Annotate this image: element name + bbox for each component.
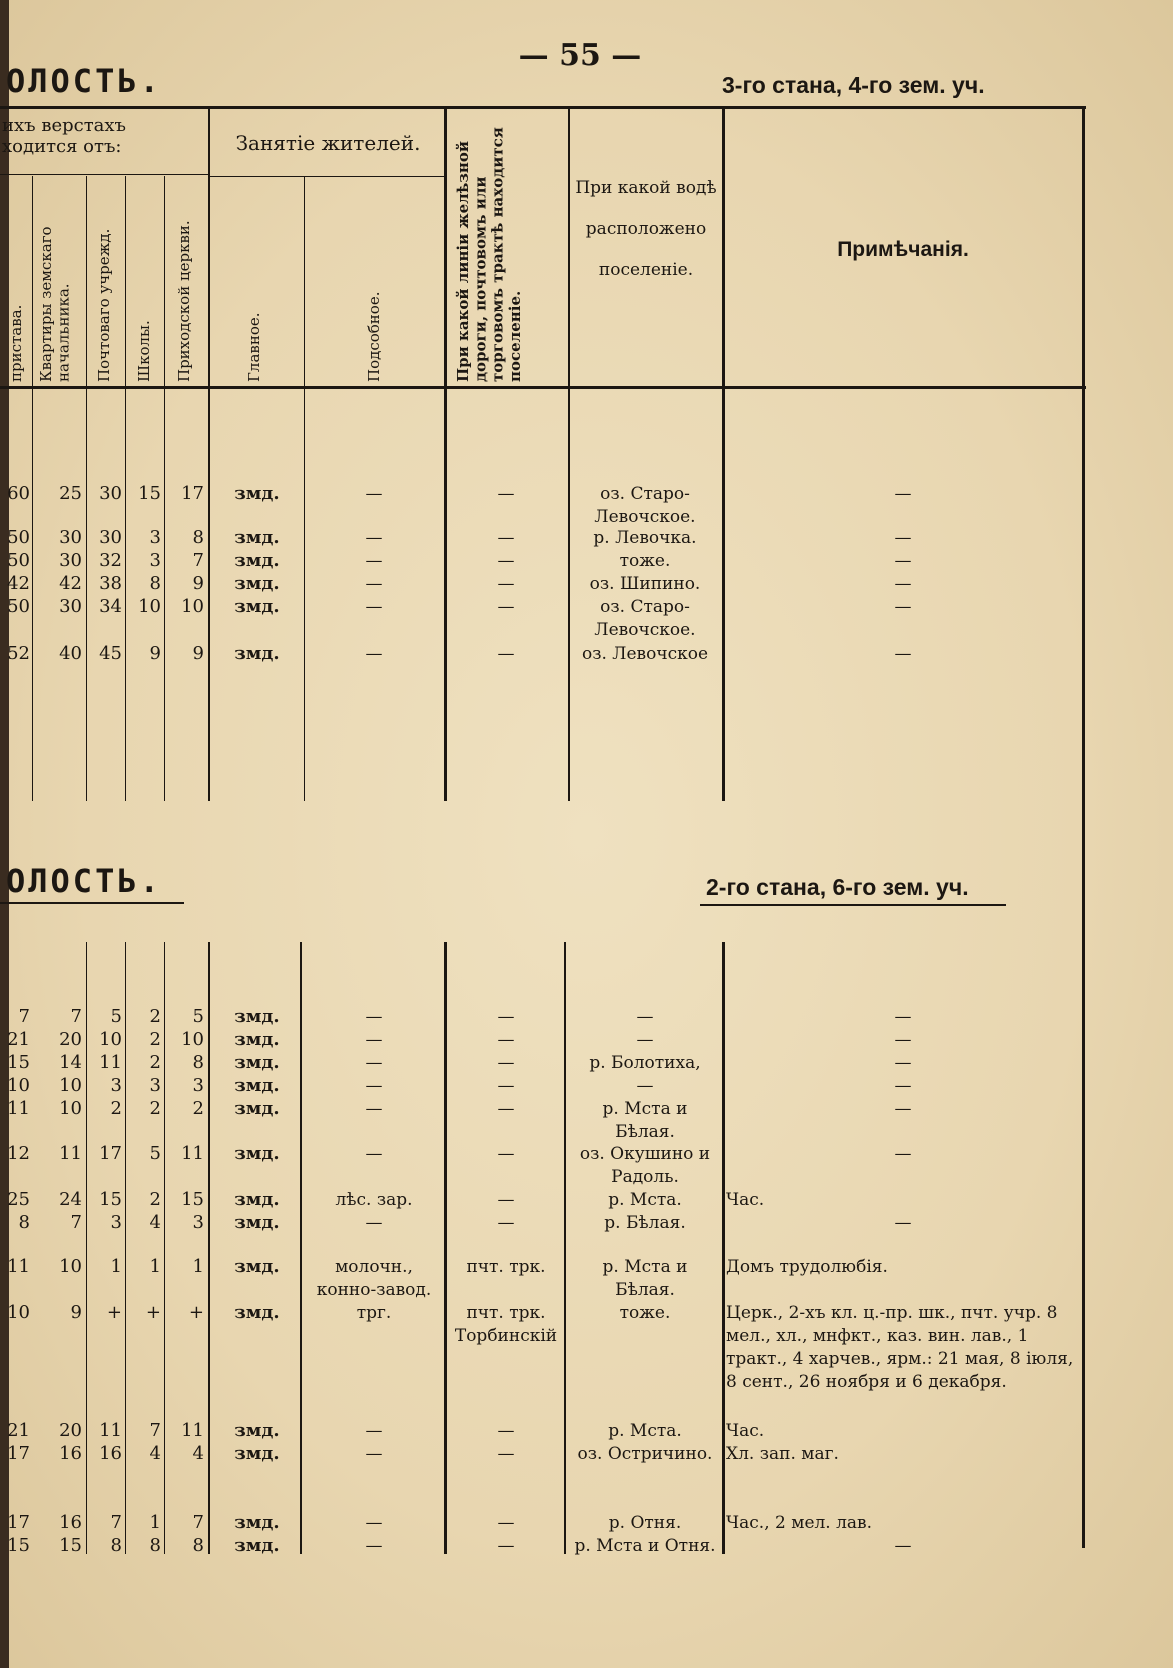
cell-note: —: [894, 528, 912, 548]
col-line: [444, 108, 447, 801]
cell-d0: 60: [7, 483, 30, 504]
cell-road: —: [497, 551, 515, 571]
cell-d4: 8: [192, 1535, 204, 1556]
col-header-main: Главное.: [245, 312, 263, 382]
cell-main: змд.: [234, 1212, 280, 1233]
cell-road: —: [497, 1213, 515, 1233]
cell-note: —: [894, 574, 912, 594]
cell-d2: 34: [99, 596, 122, 617]
cell-note: Час.: [726, 1421, 765, 1441]
occupation-group-header: Занятіе жителей.: [235, 131, 421, 155]
col-line: [164, 176, 165, 801]
cell-d1: 7: [70, 1212, 82, 1233]
cell-d0: 25: [7, 1189, 30, 1210]
col-line: [86, 176, 87, 801]
cell-aux: —: [365, 1076, 383, 1096]
cell-note: Час.: [726, 1190, 765, 1210]
cell-d4: 5: [192, 1006, 204, 1027]
cell-road: —: [497, 1099, 515, 1119]
cell-water: р. Мста и Бѣлая.: [602, 1257, 688, 1300]
cell-d4: 17: [181, 483, 204, 504]
section2-title-rule: [0, 902, 184, 904]
cell-aux: —: [365, 1213, 383, 1233]
cell-d0: 15: [7, 1535, 30, 1556]
cell-main: змд.: [234, 1006, 280, 1027]
cell-note: —: [894, 1213, 912, 1233]
cell-d2: 2: [110, 1098, 122, 1119]
cell-d2: 17: [99, 1143, 122, 1164]
cell-main: змд.: [234, 1029, 280, 1050]
distance-group-rule: [0, 174, 208, 175]
cell-d1: 10: [59, 1075, 82, 1096]
cell-note: —: [894, 1030, 912, 1050]
cell-d2: 5: [110, 1006, 122, 1027]
cell-d1: 15: [59, 1535, 82, 1556]
col-header-water: При какой водѣ расположено поселеніе.: [575, 178, 717, 280]
cell-aux: —: [365, 528, 383, 548]
col-header-notes: Примѣчанія.: [837, 238, 969, 261]
cell-d4: 8: [192, 527, 204, 548]
cell-main: змд.: [234, 573, 280, 594]
cell-main: змд.: [234, 1098, 280, 1119]
col-line: [86, 942, 87, 1554]
cell-main: змд.: [234, 596, 280, 617]
cell-d2: 11: [99, 1052, 122, 1073]
cell-main: змд.: [234, 1302, 280, 1323]
cell-d4: 11: [181, 1420, 204, 1441]
cell-note: —: [894, 1076, 912, 1096]
section1-district: 3-го стана, 4-го зем. уч.: [722, 72, 985, 98]
cell-note: Домъ трудолюбія.: [726, 1257, 888, 1277]
col-line: [444, 942, 447, 1554]
cell-aux: —: [365, 597, 383, 617]
table1-header-rule: [0, 386, 1086, 389]
cell-aux: —: [365, 484, 383, 504]
cell-d0: 42: [7, 573, 30, 594]
cell-note: —: [894, 484, 912, 504]
section2-district-rule: [700, 904, 1006, 906]
cell-d2: 8: [110, 1535, 122, 1556]
cell-d3: 8: [149, 573, 161, 594]
cell-water: оз. Старо-Левочское.: [594, 484, 696, 527]
cell-d4: 10: [181, 1029, 204, 1050]
cell-d3: 7: [149, 1420, 161, 1441]
cell-note: —: [894, 1144, 912, 1164]
cell-d3: 8: [149, 1535, 161, 1556]
cell-water: р. Левочка.: [593, 528, 697, 548]
cell-road: —: [497, 1144, 515, 1164]
col-line: [125, 942, 126, 1554]
cell-road: —: [497, 1030, 515, 1050]
cell-water: тоже.: [619, 551, 671, 571]
cell-d2: 45: [99, 643, 122, 664]
cell-main: змд.: [234, 1443, 280, 1464]
cell-water: р. Мста.: [608, 1421, 682, 1441]
cell-d3: 2: [149, 1052, 161, 1073]
cell-note: —: [894, 1099, 912, 1119]
cell-d0: 11: [7, 1098, 30, 1119]
cell-main: змд.: [234, 1052, 280, 1073]
col-line: [722, 108, 725, 801]
cell-d0: 50: [7, 527, 30, 548]
cell-main: змд.: [234, 1075, 280, 1096]
cell-aux: —: [365, 1513, 383, 1533]
cell-d4: 9: [192, 643, 204, 664]
cell-d1: 42: [59, 573, 82, 594]
cell-note: Церк., 2-хъ кл. ц.-пр. шк., пчт. учр. 8 мел., хл., мнфкт., каз. вин. лав., 1 тракт., 4 харчев., ярм.: 21 мая, 8 іюля, 8 сент., 26 ноября и 6 декабря.: [726, 1303, 1074, 1392]
col-line: [564, 942, 566, 1554]
col-header-road: При какой линіи желѣзной дороги, почтовомъ или торговомъ трактѣ находится поселеніе.: [454, 127, 524, 382]
cell-d4: 15: [181, 1189, 204, 1210]
cell-road: —: [497, 644, 515, 664]
cell-d2: +: [106, 1302, 122, 1323]
cell-aux: —: [365, 1421, 383, 1441]
cell-d2: 11: [99, 1420, 122, 1441]
col-line: [125, 176, 126, 801]
cell-road: пчт. трк. Торбинскій: [454, 1303, 558, 1346]
cell-d1: 14: [59, 1052, 82, 1073]
table1-top-rule: [0, 106, 1086, 109]
cell-d4: 3: [192, 1212, 204, 1233]
cell-d2: 1: [110, 1256, 122, 1277]
cell-note: —: [894, 1053, 912, 1073]
cell-road: —: [497, 1536, 515, 1556]
cell-d1: 9: [70, 1302, 82, 1323]
cell-d3: 2: [149, 1189, 161, 1210]
cell-main: змд.: [234, 1189, 280, 1210]
cell-d1: 10: [59, 1098, 82, 1119]
cell-aux: —: [365, 1053, 383, 1073]
cell-d3: 3: [149, 527, 161, 548]
cell-aux: лѣс. зар.: [335, 1190, 413, 1210]
cell-aux: —: [365, 1444, 383, 1464]
cell-d4: 4: [192, 1443, 204, 1464]
cell-d1: 20: [59, 1420, 82, 1441]
cell-d3: 1: [149, 1256, 161, 1277]
cell-d0: 8: [18, 1212, 30, 1233]
distance-group-header: ихъ верстахъ ходится отъ:: [2, 115, 127, 157]
cell-water: оз. Остричино.: [577, 1444, 713, 1464]
col-line: [164, 942, 165, 1554]
cell-d3: 4: [149, 1443, 161, 1464]
cell-d1: 20: [59, 1029, 82, 1050]
cell-d4: 2: [192, 1098, 204, 1119]
cell-d0: 21: [7, 1420, 30, 1441]
cell-d4: 7: [192, 1512, 204, 1533]
cell-d1: 16: [59, 1512, 82, 1533]
cell-d3: 2: [149, 1098, 161, 1119]
cell-road: —: [497, 1076, 515, 1096]
cell-d3: +: [145, 1302, 161, 1323]
cell-main: змд.: [234, 483, 280, 504]
cell-d0: 52: [7, 643, 30, 664]
col-line: [208, 942, 210, 1554]
cell-water: р. Мста и Бѣлая.: [602, 1099, 688, 1142]
col-header-post: Почтоваго учрежд.: [95, 228, 113, 382]
cell-water: —: [636, 1030, 654, 1050]
cell-d0: 11: [7, 1256, 30, 1277]
cell-d2: 15: [99, 1189, 122, 1210]
cell-note: —: [894, 644, 912, 664]
col-header-school: Школы.: [135, 320, 153, 382]
cell-d2: 30: [99, 483, 122, 504]
cell-d3: 4: [149, 1212, 161, 1233]
cell-d3: 2: [149, 1006, 161, 1027]
cell-d0: 17: [7, 1443, 30, 1464]
cell-d1: 25: [59, 483, 82, 504]
cell-d3: 3: [149, 1075, 161, 1096]
col-header-church: Приходской церкви.: [175, 220, 193, 382]
cell-d2: 32: [99, 550, 122, 571]
cell-main: змд.: [234, 1143, 280, 1164]
cell-water: оз. Левочское: [581, 644, 709, 664]
cell-d2: 3: [110, 1212, 122, 1233]
col-header-aux: Подсобное.: [365, 291, 383, 382]
cell-road: —: [497, 1053, 515, 1073]
cell-d0: 15: [7, 1052, 30, 1073]
cell-note: —: [894, 597, 912, 617]
cell-main: змд.: [234, 527, 280, 548]
cell-d2: 38: [99, 573, 122, 594]
cell-water: оз. Окушино и Радоль.: [579, 1144, 711, 1187]
cell-note: Час., 2 мел. лав.: [726, 1513, 873, 1533]
cell-road: —: [497, 1513, 515, 1533]
cell-d0: 12: [7, 1143, 30, 1164]
cell-water: —: [636, 1007, 654, 1027]
cell-d0: 10: [7, 1302, 30, 1323]
cell-d1: 24: [59, 1189, 82, 1210]
cell-aux: —: [365, 574, 383, 594]
cell-d4: +: [188, 1302, 204, 1323]
cell-d0: 17: [7, 1512, 30, 1533]
cell-note: Хл. зап. маг.: [726, 1444, 839, 1464]
cell-road: —: [497, 1444, 515, 1464]
occupation-group-rule: [210, 176, 444, 177]
section1-title: ОЛОСТЬ.: [6, 62, 162, 100]
cell-main: змд.: [234, 550, 280, 571]
cell-d1: 10: [59, 1256, 82, 1277]
cell-main: змд.: [234, 1420, 280, 1441]
cell-road: —: [497, 597, 515, 617]
cell-road: пчт. трк.: [466, 1257, 546, 1277]
cell-aux: —: [365, 1144, 383, 1164]
cell-water: р. Бѣлая.: [604, 1213, 686, 1233]
cell-aux: трг.: [356, 1303, 392, 1323]
cell-aux: —: [365, 1030, 383, 1050]
cell-water: оз. Старо-Левочское.: [594, 597, 696, 640]
cell-aux: молочн., конно-завод.: [316, 1257, 432, 1300]
cell-d1: 30: [59, 527, 82, 548]
cell-d4: 11: [181, 1143, 204, 1164]
cell-note: —: [894, 551, 912, 571]
cell-d1: 7: [70, 1006, 82, 1027]
cell-water: р. Отня.: [608, 1513, 682, 1533]
cell-d2: 10: [99, 1029, 122, 1050]
cell-aux: —: [365, 551, 383, 571]
cell-d3: 9: [149, 643, 161, 664]
cell-main: змд.: [234, 1512, 280, 1533]
cell-d1: 30: [59, 550, 82, 571]
cell-d3: 2: [149, 1029, 161, 1050]
col-line: [568, 108, 570, 801]
cell-aux: —: [365, 1007, 383, 1027]
cell-aux: —: [365, 1099, 383, 1119]
cell-d1: 16: [59, 1443, 82, 1464]
cell-d2: 30: [99, 527, 122, 548]
cell-road: —: [497, 1007, 515, 1027]
cell-d1: 30: [59, 596, 82, 617]
cell-d3: 3: [149, 550, 161, 571]
cell-water: тоже.: [619, 1303, 671, 1323]
col-line: [722, 942, 725, 1554]
col-line: [32, 176, 33, 801]
cell-main: змд.: [234, 1256, 280, 1277]
cell-road: —: [497, 1421, 515, 1441]
cell-water: оз. Шипино.: [589, 574, 701, 594]
cell-road: —: [497, 574, 515, 594]
cell-road: —: [497, 484, 515, 504]
cell-water: р. Мста.: [608, 1190, 682, 1210]
cell-main: змд.: [234, 1535, 280, 1556]
cell-d3: 1: [149, 1512, 161, 1533]
section2-district: 2-го стана, 6-го зем. уч.: [706, 874, 969, 900]
section2-title: ОЛОСТЬ.: [6, 862, 162, 900]
cell-note: —: [894, 1007, 912, 1027]
cell-d3: 10: [138, 596, 161, 617]
cell-aux: —: [365, 1536, 383, 1556]
cell-d1: 40: [59, 643, 82, 664]
cell-d0: 50: [7, 596, 30, 617]
cell-d2: 7: [110, 1512, 122, 1533]
cell-d4: 9: [192, 573, 204, 594]
cell-note: —: [894, 1536, 912, 1556]
cell-water: р. Мста и Отня.: [574, 1536, 716, 1556]
cell-d0: 50: [7, 550, 30, 571]
right-border: [1082, 108, 1085, 1548]
cell-main: змд.: [234, 643, 280, 664]
book-binding: [0, 0, 9, 1668]
col-header-bailiff: пристава.: [7, 304, 25, 382]
cell-d2: 16: [99, 1443, 122, 1464]
cell-d4: 8: [192, 1052, 204, 1073]
cell-d3: 5: [149, 1143, 161, 1164]
col-line: [208, 108, 210, 801]
cell-aux: —: [365, 644, 383, 664]
cell-d1: 11: [59, 1143, 82, 1164]
cell-d4: 7: [192, 550, 204, 571]
cell-d0: 10: [7, 1075, 30, 1096]
cell-road: —: [497, 1190, 515, 1210]
cell-d2: 3: [110, 1075, 122, 1096]
page-number: — 55 —: [518, 38, 642, 73]
cell-water: р. Болотиха,: [589, 1053, 701, 1073]
cell-d4: 3: [192, 1075, 204, 1096]
cell-d3: 15: [138, 483, 161, 504]
cell-d0: 21: [7, 1029, 30, 1050]
cell-d4: 10: [181, 596, 204, 617]
cell-water: —: [636, 1076, 654, 1096]
cell-road: —: [497, 528, 515, 548]
col-header-zemsky: Квартиры земскаго начальника.: [37, 226, 73, 382]
cell-d4: 1: [192, 1256, 204, 1277]
cell-d0: 7: [18, 1006, 30, 1027]
